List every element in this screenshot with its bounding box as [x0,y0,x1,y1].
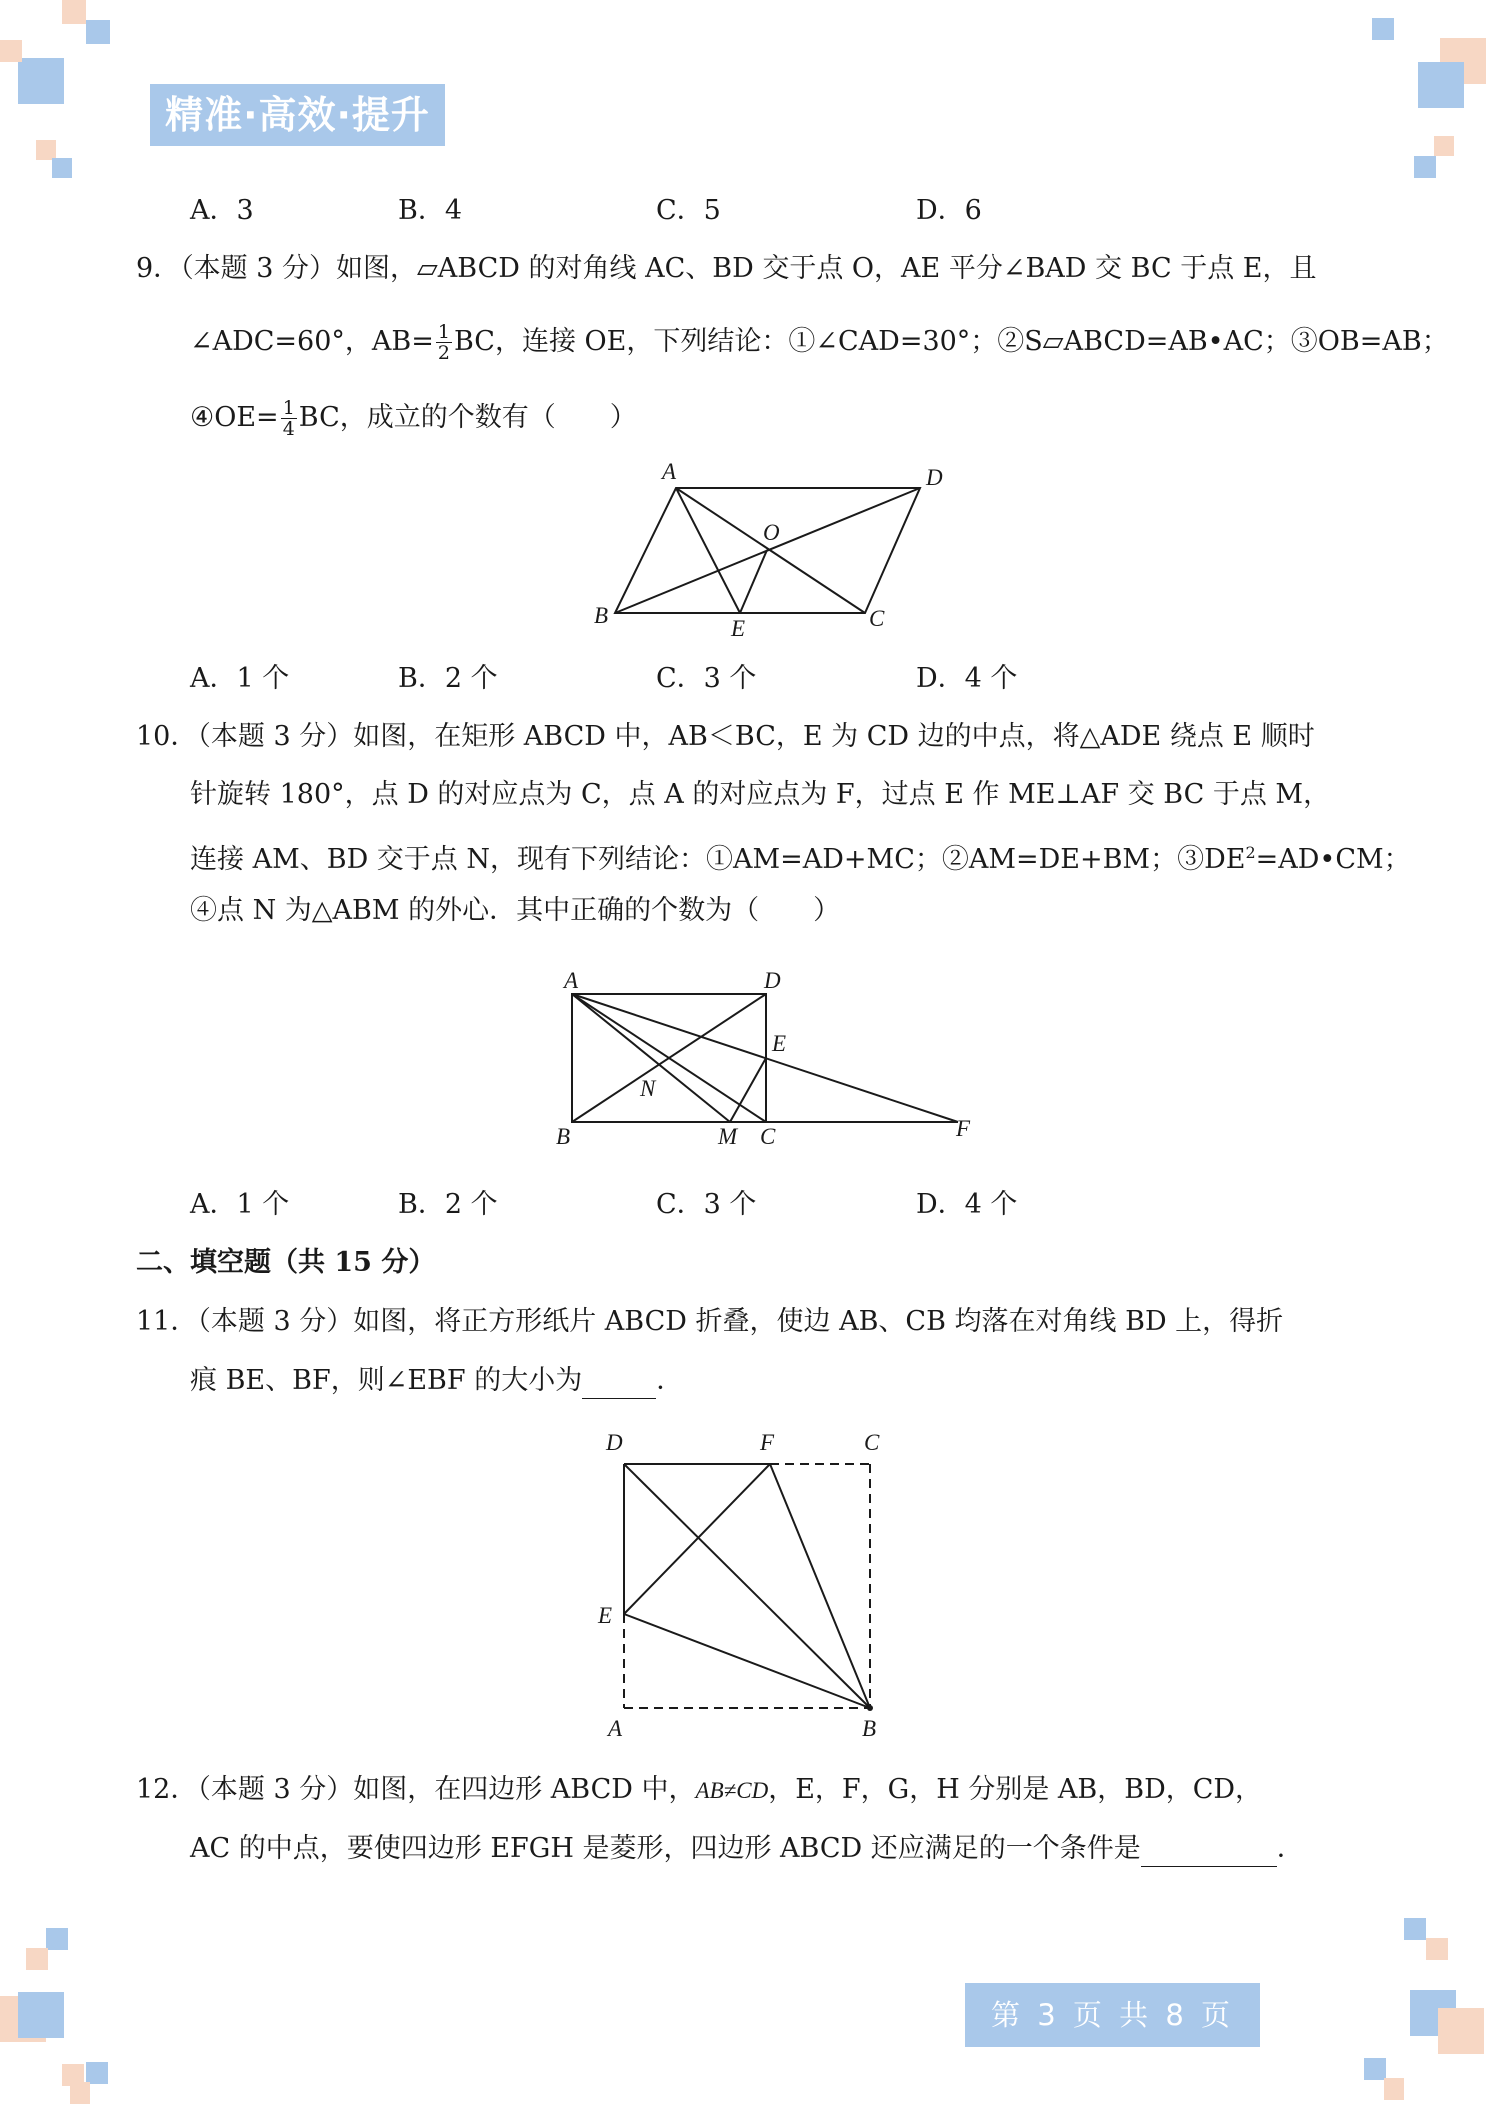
q11-label-d: D [606,1430,623,1455]
q10-figure-rectangle [548,960,988,1150]
q10-option-b: B．2 个 [398,1189,498,1220]
q12-text-2: AC 的中点，要使四边形 EFGH 是菱形，四边形 ABCD 还应满足的一个条件是 [190,1833,1141,1864]
q9-label-o: O [763,520,780,545]
q9-number: 9． [136,253,181,284]
q12-line-1 [136,1773,1262,1808]
q12-line-2 [190,1832,1304,1867]
q12-text-1b: ，E，F，G，H 分别是 AB，BD，CD， [768,1774,1263,1805]
q9-figure-parallelogram [580,455,970,645]
q11-answer-blank [582,1364,656,1399]
q11-label-a: A [608,1716,623,1741]
q10-line-4: ④点 N 为△ABM 的外心．其中正确的个数为（ ） [190,895,841,926]
q12-condition: AB≠CD [695,1778,769,1803]
q11-label-b: B [862,1716,877,1741]
q11-label-e: E [598,1603,613,1628]
q10-label-e: E [772,1031,787,1056]
q11-number: 11． [136,1306,198,1337]
q12-answer-blank [1141,1832,1277,1867]
q10-option-a: A．1 个 [190,1189,290,1220]
q9-option-c: C．3 个 [656,663,757,694]
q10-option-c: C．3 个 [656,1189,757,1220]
q12-tag: （本题 3 分） [197,1774,354,1805]
q9-label-a: A [662,459,677,484]
q9-tag: （本题 3 分） [180,253,337,284]
q11-text-1: 如图，将正方形纸片 ABCD 折叠，使边 AB、CB 均落在对角线 BD 上，得折 [353,1306,1284,1337]
q11-line-1 [136,1305,1283,1339]
q10-line-2: 针旋转 180°，点 D 的对应点为 C，点 A 的对应点为 F，过点 E 作 ME⊥AF 交 BC 于点 M， [190,779,1331,810]
section-title-fill-in: 二、填空题（共 15 分） [136,1247,436,1278]
q8-option-c: C．5 [656,195,721,226]
q8-option-b: B．4 [398,195,463,226]
q9-label-e: E [731,616,746,641]
q9-option-b: B．2 个 [398,663,498,694]
q12-text-1a: 如图，在四边形 ABCD 中， [353,1774,696,1805]
q11-tag: （本题 3 分） [197,1306,354,1337]
q11-text-2-end: ． [656,1365,684,1396]
q9-text-2b: BC，连接 OE，下列结论：①∠CAD=30°；②S▱ABCD=AB•AC；③OB=AB； [453,326,1449,357]
q10-text-3b: =AD•CM； [1255,844,1411,875]
q10-label-f: F [956,1116,971,1141]
q9-line-1 [136,252,1317,286]
q10-number: 10． [136,721,198,752]
q9-fraction-half: $\frac{1}{2}$ [437,321,450,364]
q11-text-2: 痕 BE、BF，则∠EBF 的大小为 [190,1365,583,1396]
q9-line-2 [190,322,1449,363]
q9-label-b: B [594,603,609,628]
q9-option-a: A．1 个 [190,663,290,694]
q9-text-3a: ④OE= [190,402,279,433]
q9-text-1: 如图，▱ABCD 的对角线 AC、BD 交于点 O，AE 平分∠BAD 交 BC 于点 E，且 [336,253,1317,284]
q9-line-3 [190,398,637,439]
q9-fraction-quarter: $\frac{1}{4}$ [282,397,295,440]
q10-label-d: D [764,968,781,993]
q12-text-2-end: ． [1276,1833,1304,1864]
q10-superscript: 2 [1245,843,1256,862]
q10-label-m: M [718,1124,738,1149]
q9-label-c: C [869,606,885,631]
q10-label-b: B [556,1124,571,1149]
q10-text-1: 如图，在矩形 ABCD 中，AB＜BC，E 为 CD 边的中点，将△ADE 绕点 E 顺时 [353,721,1315,752]
q10-label-a: A [564,968,579,993]
q11-figure-square [590,1420,910,1745]
q10-label-n: N [640,1076,656,1101]
q11-label-f: F [760,1430,775,1455]
q11-label-c: C [864,1430,880,1455]
q10-line-3 [190,836,1411,877]
q10-text-3a: 连接 AM、BD 交于点 N，现有下列结论：①AM=AD+MC；②AM=DE+BM；③DE [190,844,1246,875]
q9-option-d: D．4 个 [916,663,1018,694]
q12-number: 12． [136,1774,198,1805]
q10-option-d: D．4 个 [916,1189,1018,1220]
q11-line-2 [190,1364,683,1399]
q10-line-1 [136,720,1315,754]
q9-text-2a: ∠ADC=60°，AB= [190,326,434,357]
q10-tag: （本题 3 分） [197,721,354,752]
q8-option-a: A．3 [190,195,254,226]
q9-text-3b: BC，成立的个数有（ ） [298,402,637,433]
page-number-footer: 第 3 页 共 8 页 [965,1983,1260,2047]
q9-label-d: D [926,465,943,490]
q8-option-d: D．6 [916,195,982,226]
header-badge: 精准·高效·提升 [150,84,445,146]
q10-label-c: C [760,1124,776,1149]
